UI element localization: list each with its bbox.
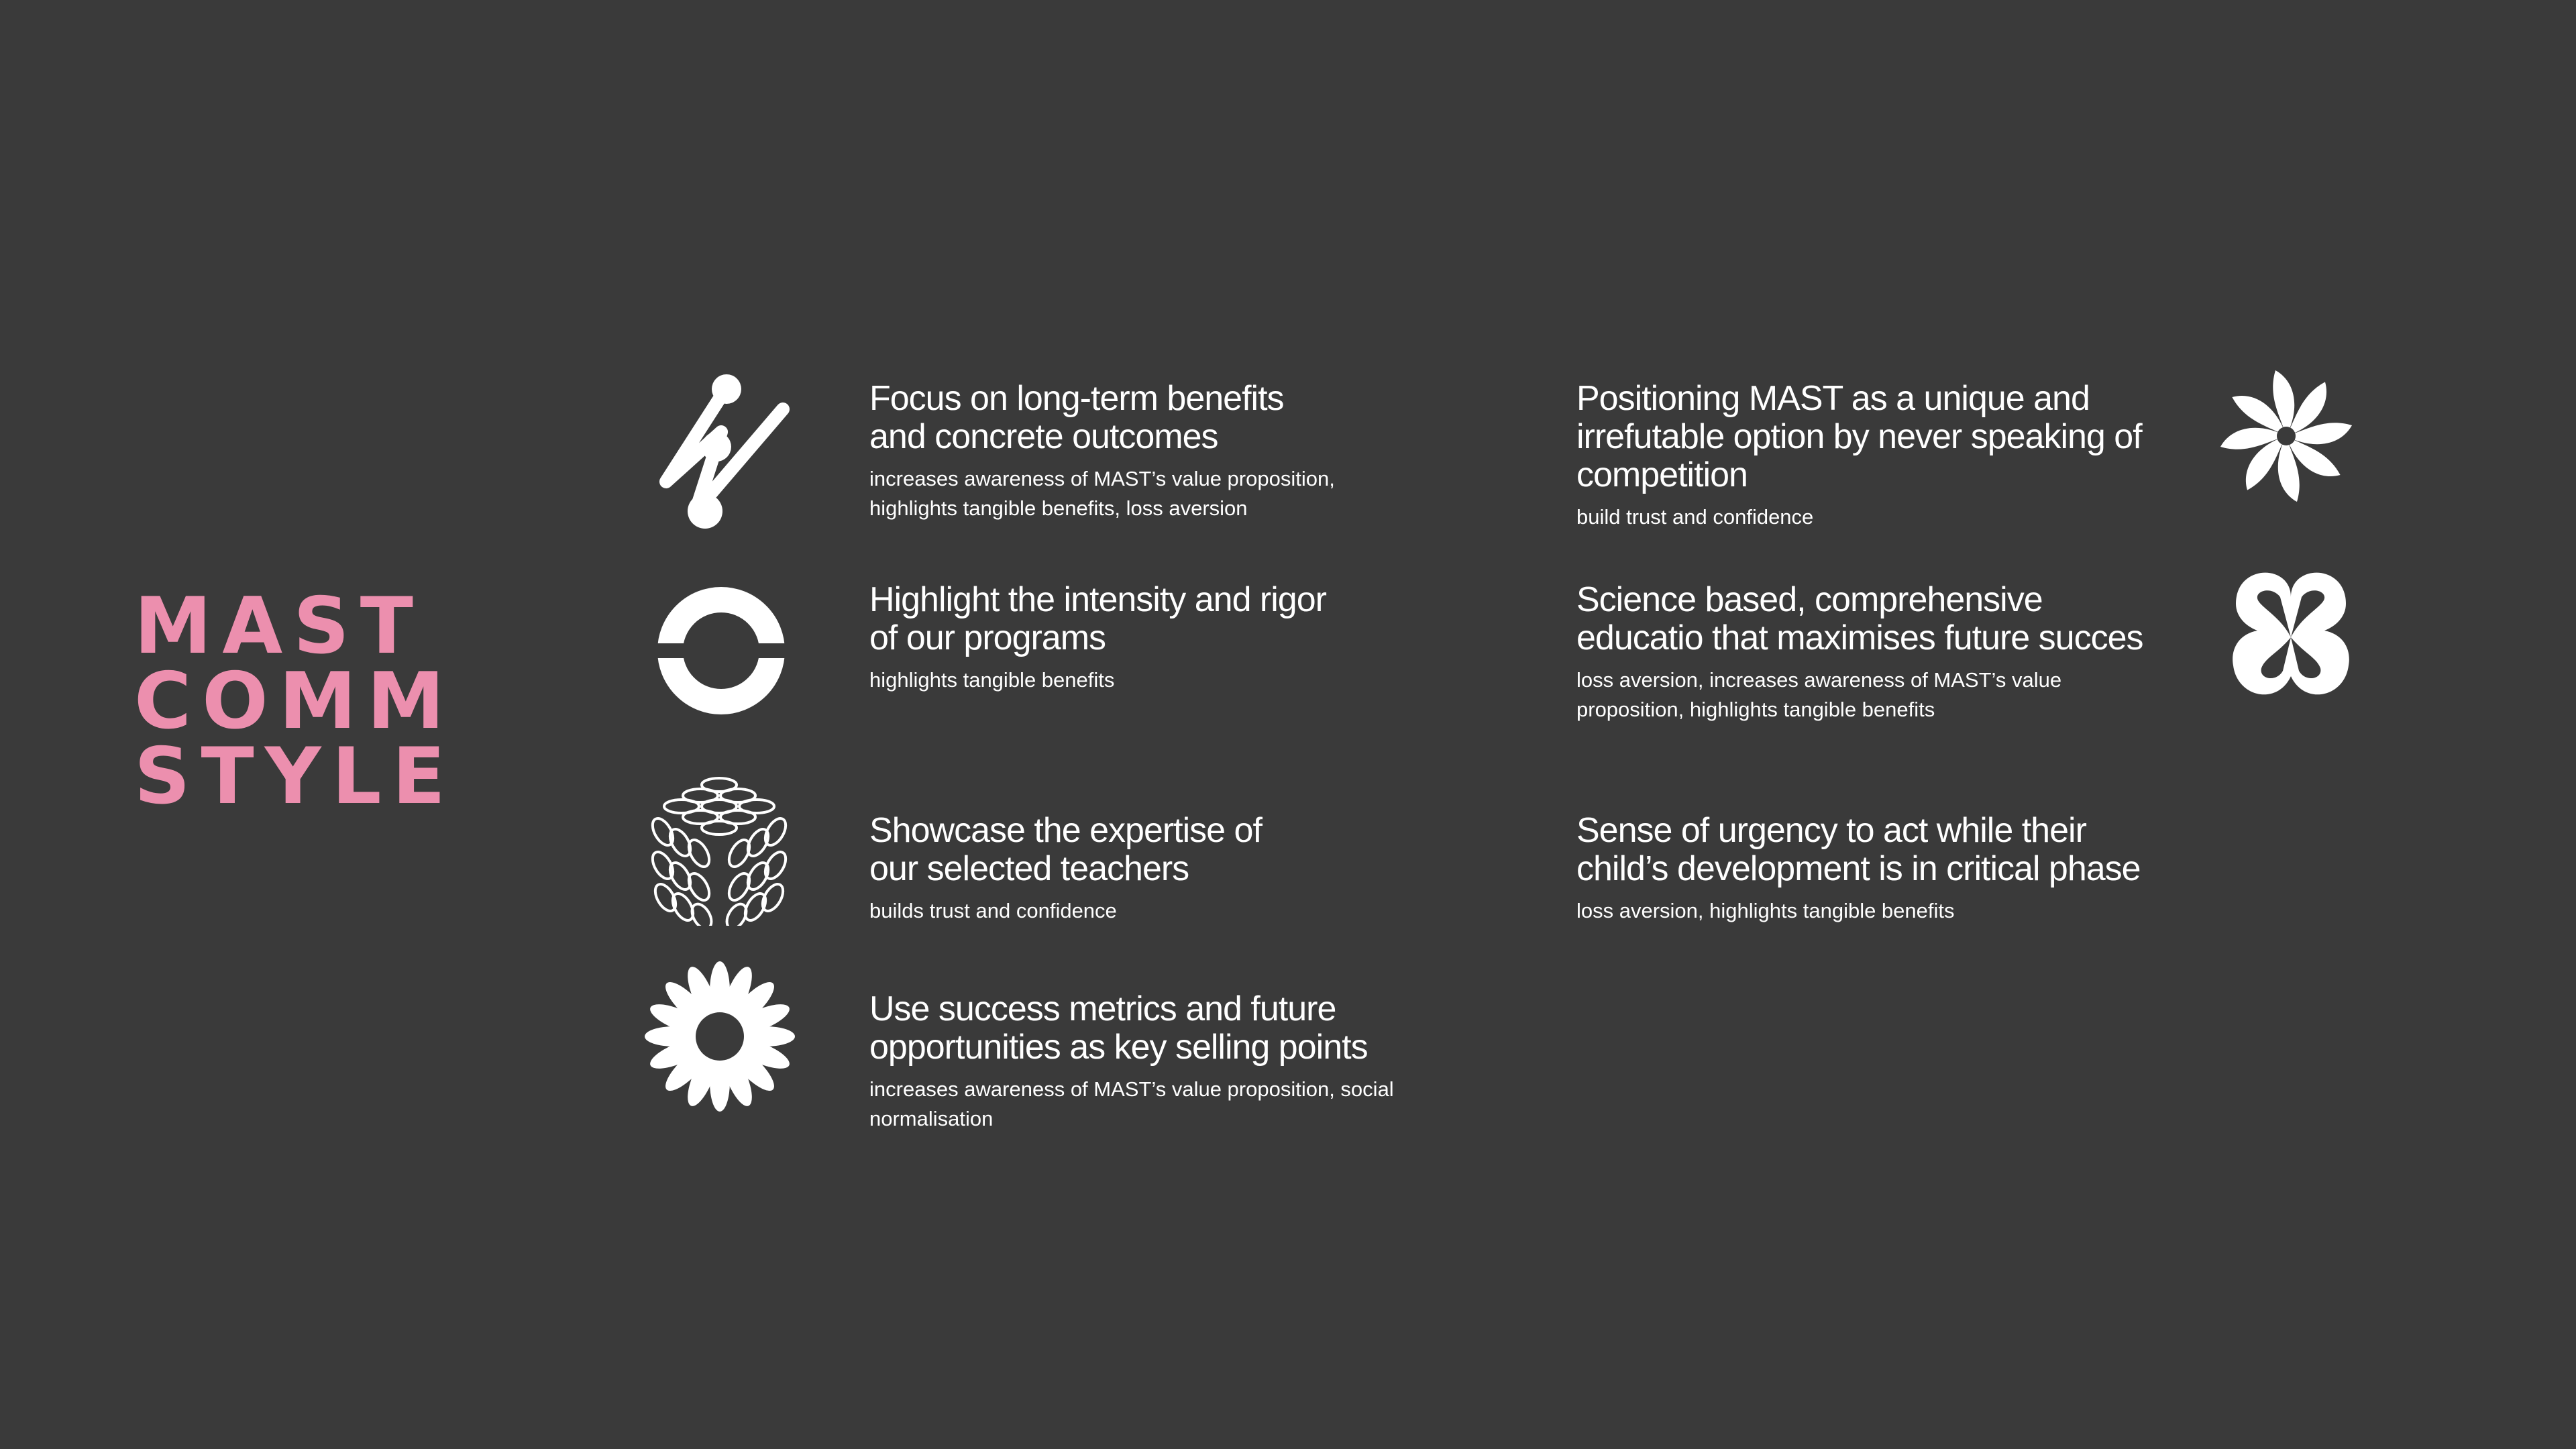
strategy-title: Showcase the expertise of our selected teachers [869,811,1262,888]
strategy-item-expertise-teachers [869,812,1262,926]
strategy-item-positioning-unique [1576,380,2142,532]
swirl-flower-icon [2206,356,2367,517]
strategy-item-intensity-rigor [869,581,1326,695]
strategy-item-long-term-benefits [869,380,1335,523]
strategy-description: loss aversion, increases awareness of MAST’s value proposition, highlights tangible benefits [1576,668,2062,721]
strategy-title: Positioning MAST as a unique and irrefutable option by never speaking of competition [1576,379,2142,494]
strategy-title: Science based, comprehensive educatio that maximises future succes [1576,580,2143,657]
strategy-description: highlights tangible benefits [869,668,1115,692]
strategy-description: loss aversion, highlights tangible benefits [1576,899,1955,922]
strategy-title: Highlight the intensity and rigor of our programs [869,580,1326,657]
strategy-description: builds trust and confidence [869,899,1117,922]
connected-nodes-icon [641,369,802,530]
strategy-title: Use success metrics and future opportunities as key selling points [869,989,1368,1067]
ellipse-cube-icon [639,765,800,926]
four-lobe-knot-icon [2210,557,2371,718]
logo-line-3: STYLE [134,731,456,822]
strategy-description: increases awareness of MAST’s value proposition, highlights tangible benefits, loss aversion [869,467,1335,520]
mast-comm-style-logo [134,581,456,822]
strategy-item-urgency [1576,812,2141,926]
logo-line-2: COMM [134,656,455,747]
split-ring-icon [641,570,802,731]
strategy-item-success-metrics [869,990,1394,1134]
strategy-item-science-based [1576,581,2143,724]
strategy-title: Sense of urgency to act while their child’s development is in critical phase [1576,811,2141,888]
strategy-title: Focus on long-term benefits and concrete outcomes [869,379,1284,456]
strategy-description: build trust and confidence [1576,505,1814,529]
logo-line-1: MAST [134,581,424,672]
strategy-description: increases awareness of MAST’s value proposition, social normalisation [869,1077,1394,1130]
petal-sunburst-icon [639,956,800,1117]
